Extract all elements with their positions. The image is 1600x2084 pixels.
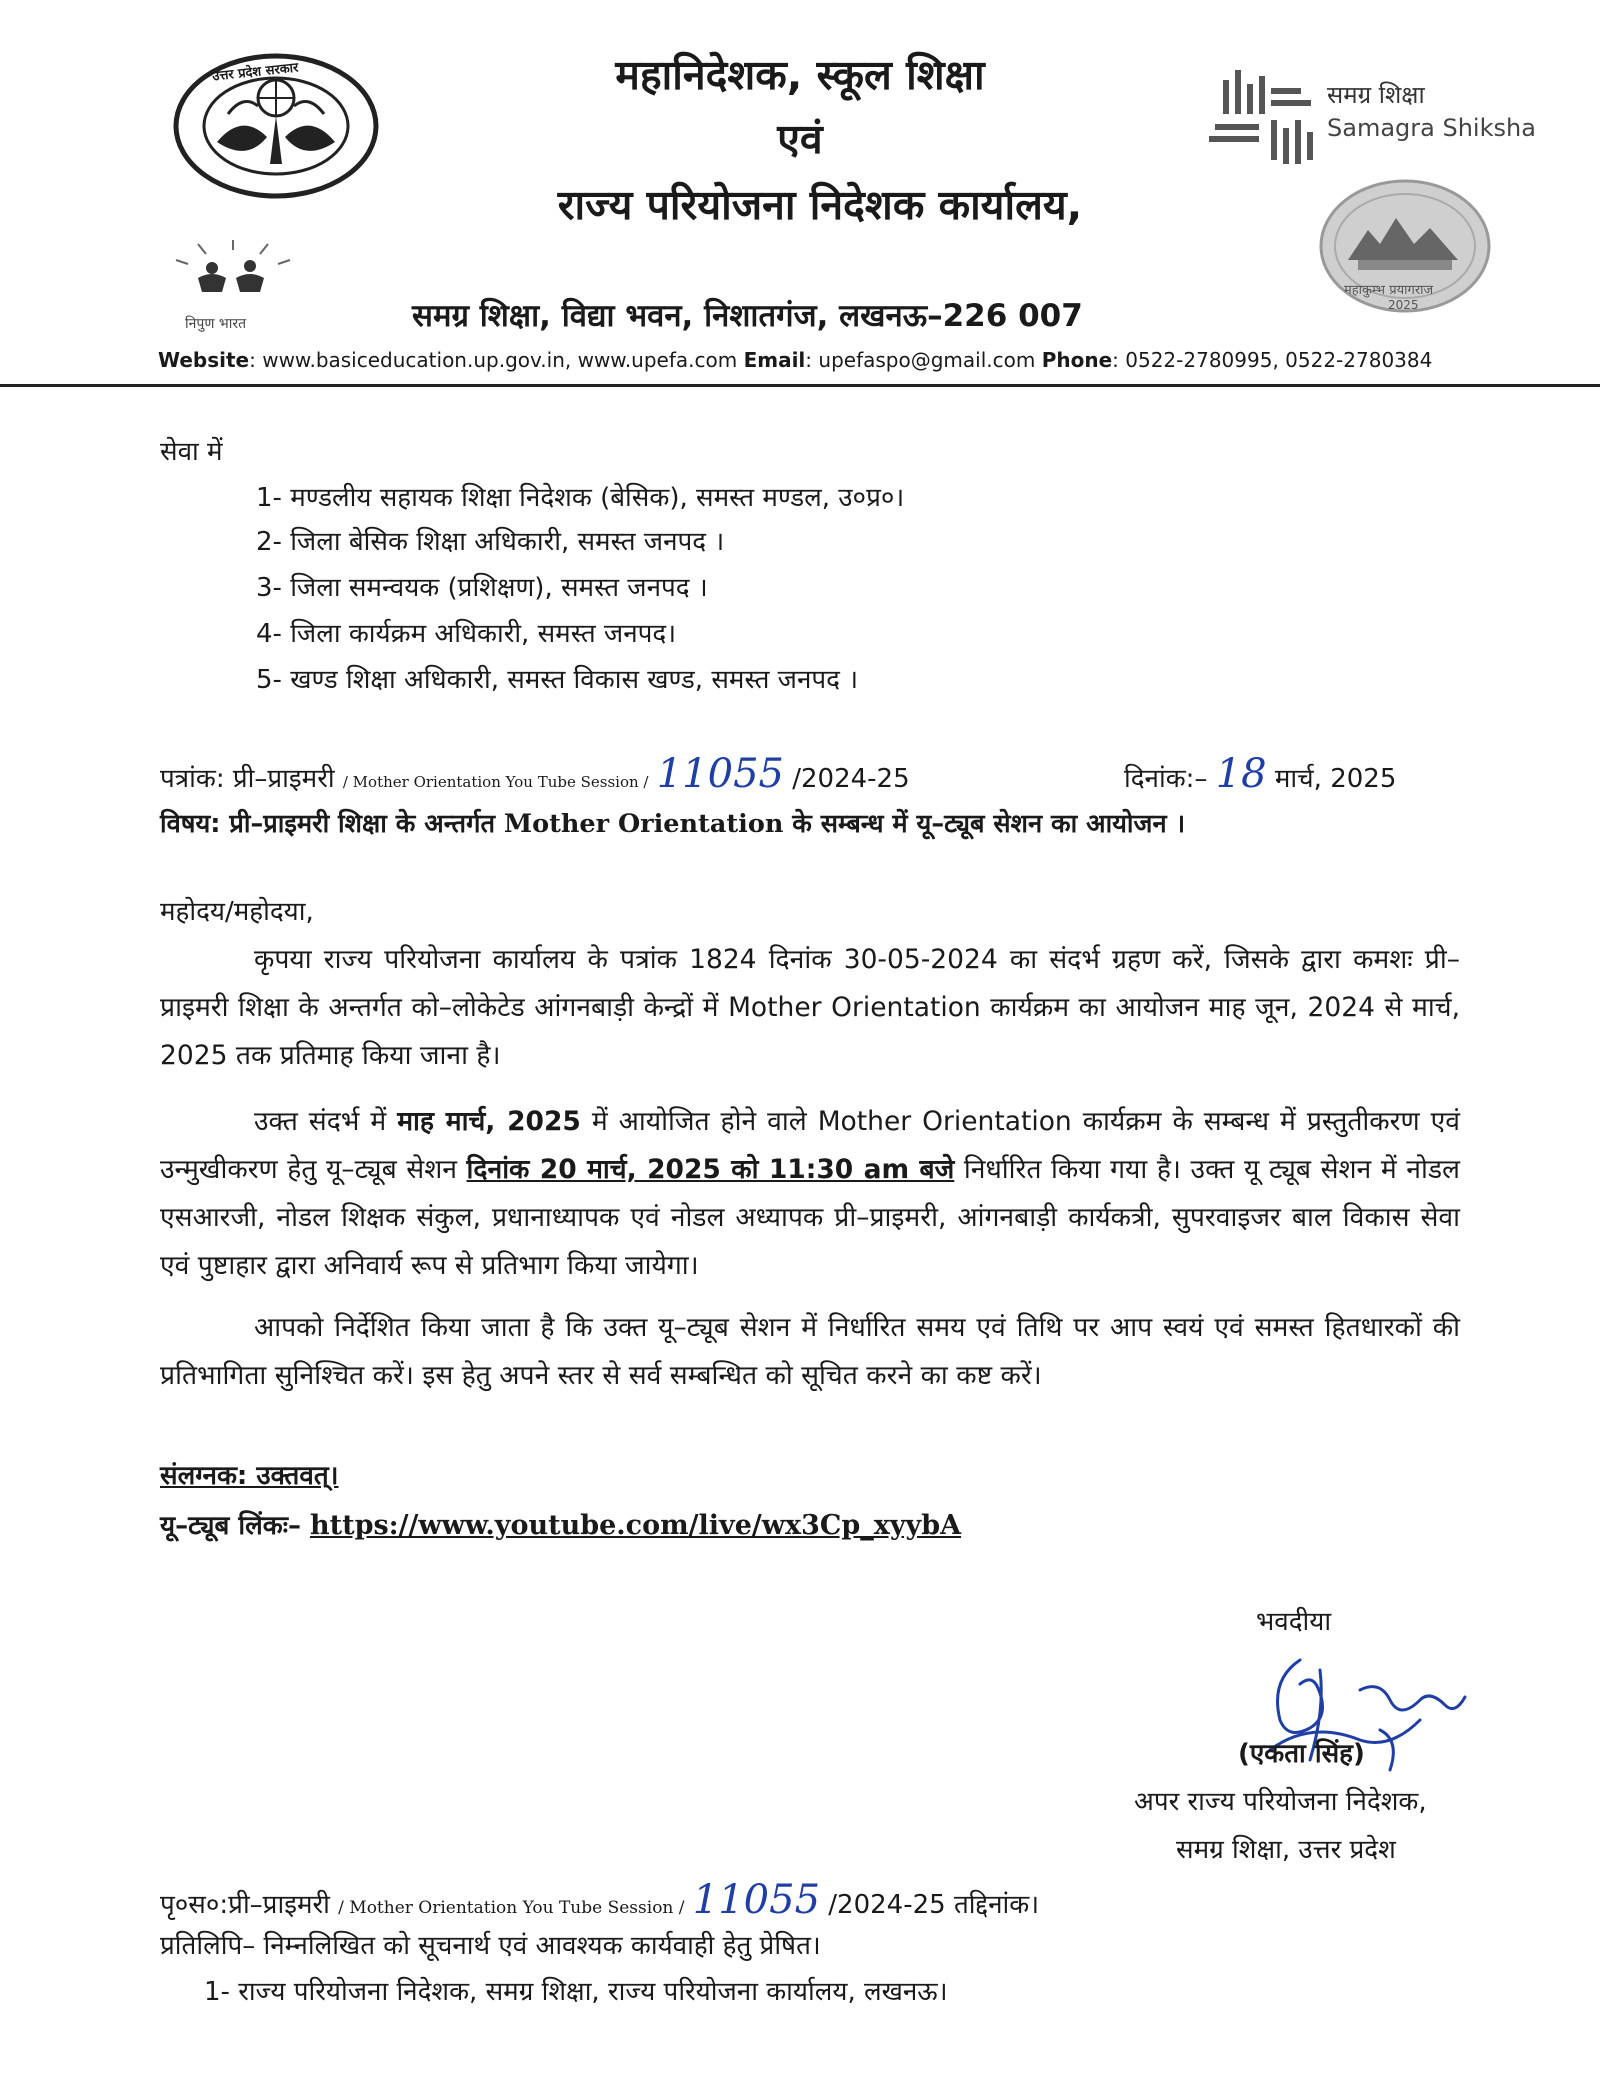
addressee-item: 1- मण्डलीय सहायक शिक्षा निदेशक (बेसिक), समस्त मण्डल, उ०प्र०। <box>256 483 905 513</box>
addressee-heading: सेवा में <box>160 437 223 467</box>
phone-label: Phone <box>1041 348 1113 372</box>
subject-english: Mother Orientation <box>503 809 784 839</box>
samagra-shiksha-logo <box>1205 60 1323 178</box>
subject-line <box>160 804 1185 844</box>
endorsement-ref-small: / Mother Orientation You Tube Session / <box>338 1898 685 1918</box>
date-rest: मार्च, 2025 <box>1274 764 1397 794</box>
mahakumbh-label: महाकुम्भ प्रयागराज <box>1344 283 1434 298</box>
addressee-item: 2- जिला बेसिक शिक्षा अधिकारी, समस्त जनपद । <box>256 527 725 557</box>
endorsement-ref-number: 11055 <box>692 1877 821 1923</box>
enclosure-label: संलग्नक: उक्तवत्। <box>160 1461 339 1491</box>
seal-text: उत्तर प्रदेश सरकार <box>211 60 300 85</box>
copy-line: प्रतिलिपि– निम्नलिखित को सूचनार्थ एवं आवश्यक कार्यवाही हेतु प्रेषित। <box>160 1931 821 1961</box>
p2-e: निर्धारित किया गया है। उक्त यू ट्यूब सेशन में नोडल एसआरजी, नोडल शिक्षक संकुल, प्रधानाध्यापक एवं नोडल अध्यापक प्री–प्राइमरी, आंगनबाड़ी कार्यकत्री, सुपरवाइजर बाल विकास सेवा एवं पुष्टाहार द्वारा अनिवार्य रूप से प्रतिभाग किया जायेगा। <box>160 1154 1460 1281</box>
signatory-name: (एकता सिंह) <box>1238 1739 1365 1769</box>
letter-reference <box>160 751 910 802</box>
patrank-label: पत्रांक: प्री–प्राइमरी <box>160 764 335 794</box>
patrank-year: /2024-25 <box>792 764 910 794</box>
mahakumbh-year: 2025 <box>1388 298 1419 312</box>
patrank-number: 11055 <box>656 751 784 797</box>
letter-date <box>1124 751 1397 799</box>
subject-suffix: के सम्बन्ध में यू–ट्यूब सेशन का आयोजन । <box>783 809 1186 839</box>
closing: भवदीया <box>1256 1607 1332 1637</box>
subject-prefix: विषय: प्री–प्राइमरी शिक्षा के अन्तर्गत <box>160 809 504 839</box>
paragraph-3: आपको निर्देशित किया जाता है कि उक्त यू–ट्यूब सेशन में निर्धारित समय एवं तिथि पर आप स्वयं एवं समस्त हितधारकों की प्रतिभागिता सुनिश्चित करें। इस हेतु अपने स्तर से सर्व सम्बन्धित को सूचित करने का कष्ट करें। <box>160 1312 1460 1391</box>
copy-item: 1- राज्य परियोजना निदेशक, समग्र शिक्षा, राज्य परियोजना कार्यालय, लखनऊ। <box>204 1977 948 2007</box>
youtube-link[interactable]: https://www.youtube.com/live/wx3Cp_xyybA <box>310 1510 962 1541</box>
youtube-link-line <box>160 1506 961 1546</box>
youtube-link-label: यू–ट्यूब लिंकः– <box>160 1511 311 1541</box>
signatory-office: समग्र शिक्षा, उत्तर प्रदेश <box>1176 1835 1396 1865</box>
addressee-item: 4- जिला कार्यक्रम अधिकारी, समस्त जनपद। <box>256 619 677 649</box>
endorsement-ref-year: /2024-25 तद्दिनांक। <box>828 1890 1040 1920</box>
salutation: महोदय/महोदया, <box>160 897 314 927</box>
endorsement-reference <box>160 1877 1040 1928</box>
p2-a: उक्त संदर्भ में <box>254 1106 398 1137</box>
p2-session-datetime: दिनांक 20 मार्च, 2025 को 11:30 am बजे <box>466 1154 955 1185</box>
endorsement-ref-label: पृ०स०:प्री–प्राइमरी <box>160 1890 330 1920</box>
header-divider <box>0 384 1600 387</box>
header-line1: महानिदेशक, स्कूल शिक्षा <box>615 51 985 99</box>
paragraph-2 <box>160 1098 1460 1290</box>
website-value: : www.basiceducation.up.gov.in, www.upefa.com <box>249 348 744 372</box>
date-day: 18 <box>1215 751 1267 797</box>
p2-c: में आयोजित होने वाले Mother Orientation कार्यक्रम के सम्बन्ध में प्रस्तुतीकरण एवं उन्मुखीकरण हेतु यू–ट्यूब सेशन <box>160 1106 1460 1185</box>
website-label: Website <box>158 348 250 372</box>
addressee-item: 3- जिला समन्वयक (प्रशिक्षण), समस्त जनपद । <box>256 573 708 603</box>
email-label: Email <box>743 348 806 372</box>
signatory-designation: अपर राज्य परियोजना निदेशक, <box>1134 1787 1427 1817</box>
patrank-small: / Mother Orientation You Tube Session / <box>342 773 649 791</box>
phone-value: : 0522-2780995, 0522-2780384 <box>1112 348 1433 372</box>
date-label: दिनांक:– <box>1124 764 1208 794</box>
samagra-english: Samagra Shiksha <box>1327 114 1536 142</box>
nipun-bharat-label: निपुण भारत <box>185 316 247 332</box>
contact-line <box>158 348 1432 372</box>
samagra-hindi: समग्र शिक्षा <box>1327 81 1425 109</box>
addressee-item: 5- खण्ड शिक्षा अधिकारी, समस्त विकास खण्ड, समस्त जनपद । <box>256 665 859 695</box>
p2-month: माह मार्च, 2025 <box>397 1106 581 1137</box>
nipun-bharat-logo <box>158 238 308 310</box>
paragraph-1: कृपया राज्य परियोजना कार्यालय के पत्रांक 1824 दिनांक 30-05-2024 का संदर्भ ग्रहण करें, जिसके द्वारा कमशः प्री–प्राइमरी शिक्षा के अन्तर्गत को–लोकेटेड आंगनबाड़ी केन्द्रों में Mother Orientation कार्यक्रम का आयोजन माह जून, 2024 से मार्च, 2025 तक प्रतिमाह किया जाना है। <box>160 944 1460 1071</box>
header-line2: एवं <box>777 115 823 163</box>
header-line3: राज्य परियोजना निदेशक कार्यालय, <box>557 181 1083 229</box>
office-address: समग्र शिक्षा, विद्या भवन, निशातगंज, लखनऊ–226 007 <box>412 298 1083 334</box>
email-value: : upefaspo@gmail.com <box>805 348 1042 372</box>
